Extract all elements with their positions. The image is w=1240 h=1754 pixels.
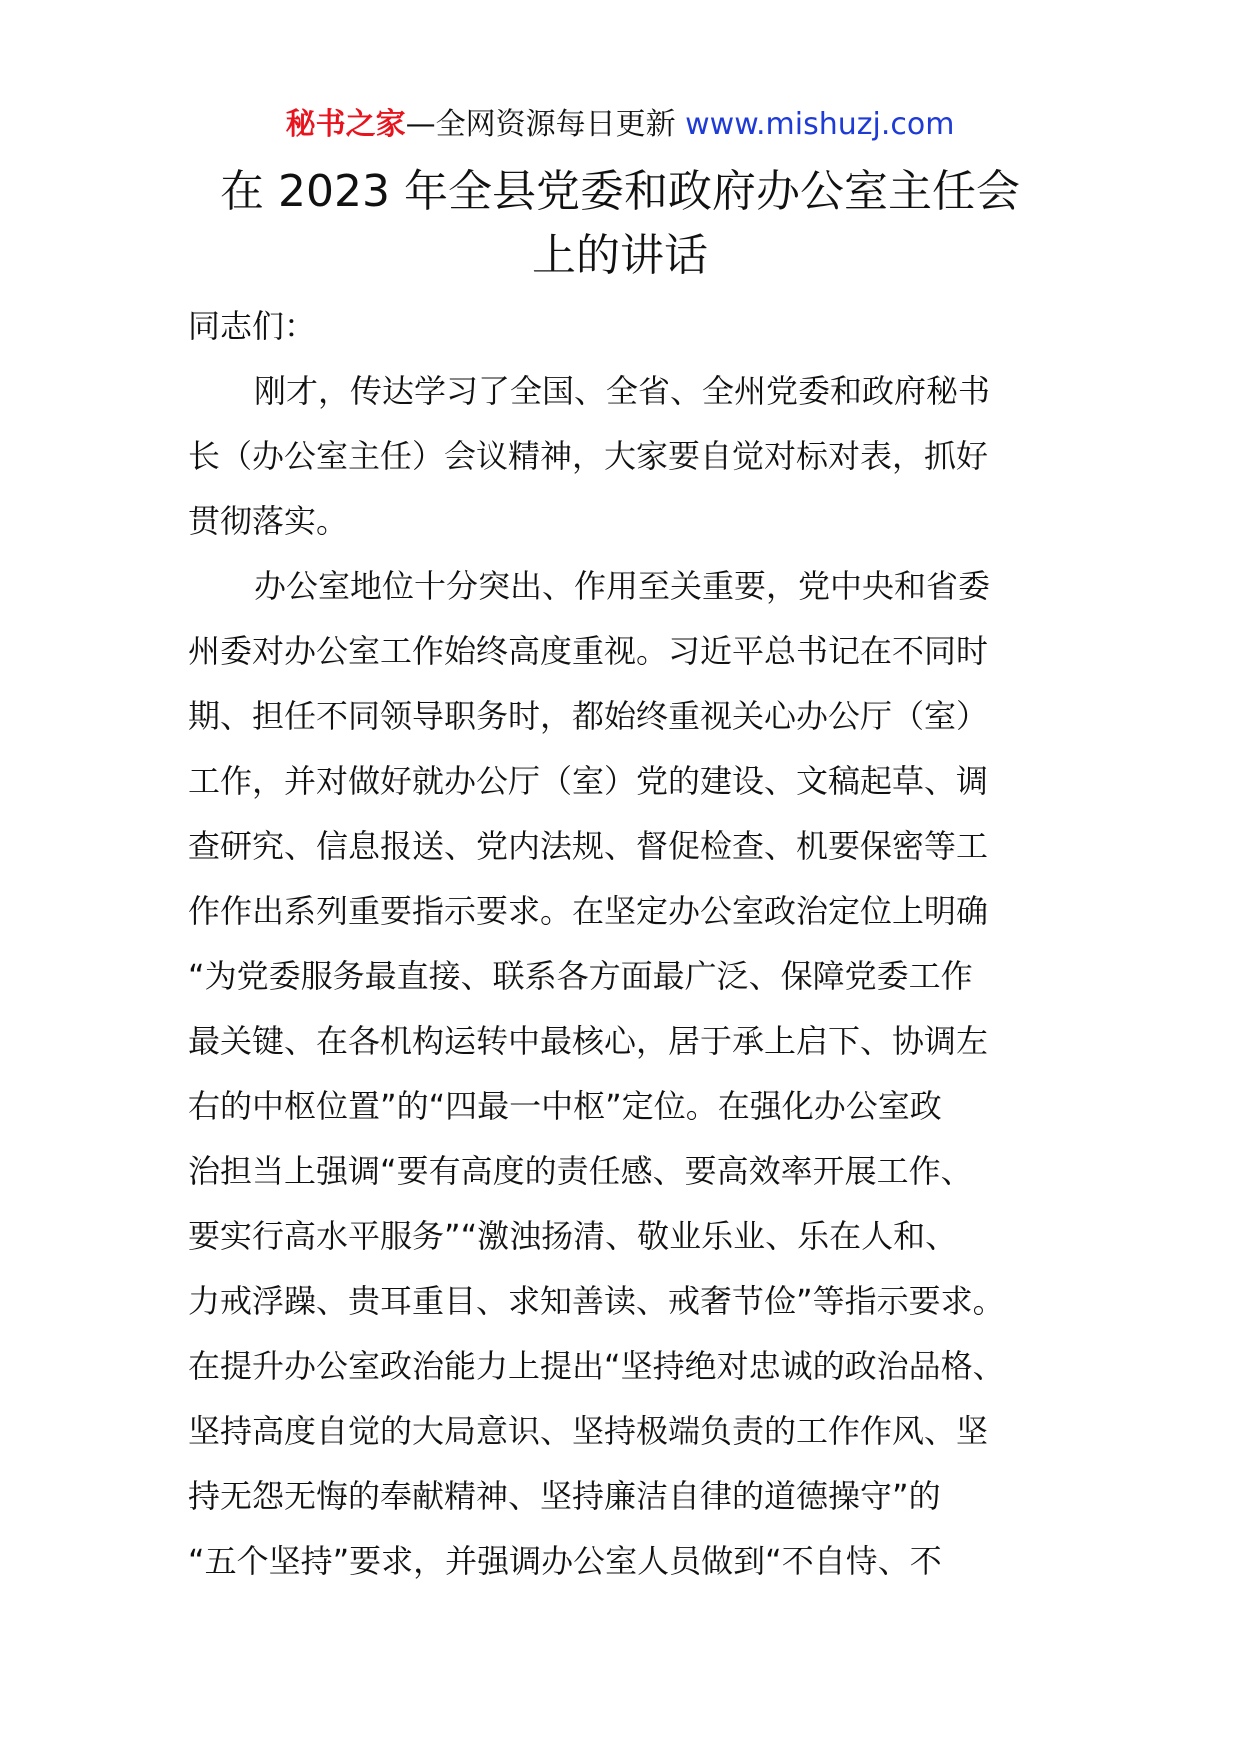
body-line: “五个坚持”要求，并强调办公室人员做到“不自恃、不: [188, 1542, 942, 1580]
title-line-2: 上的讲话: [532, 230, 708, 281]
header-slogan: —全网资源每日更新: [405, 107, 676, 142]
body-line: 长（办公室主任）会议精神，大家要自觉对标对表，抓好: [188, 437, 989, 475]
body-line: 州委对办公室工作始终高度重视。习近平总书记在不同时: [188, 632, 989, 670]
brand-name: 秘书之家: [285, 107, 406, 142]
body-line: 期、担任不同领导职务时，都始终重视关心办公厅（室）: [188, 697, 989, 735]
body-line: “为党委服务最直接、联系各方面最广泛、保障党委工作: [188, 957, 973, 995]
body-line: 刚才，传达学习了全国、全省、全州党委和政府秘书: [254, 372, 991, 410]
body-line: 要实行高水平服务”“激浊扬清、敬业乐业、乐在人和、: [188, 1217, 958, 1255]
salutation: 同志们：: [188, 307, 317, 345]
site-url[interactable]: www.mishuzj.com: [685, 107, 955, 142]
site-header: [0, 101, 1240, 149]
body-line: 坚持高度自觉的大局意识、坚持极端负责的工作作风、坚: [188, 1412, 989, 1450]
body-line: 持无怨无悔的奉献精神、坚持廉洁自律的道德操守”的: [188, 1477, 941, 1515]
body-line: 工作，并对做好就办公厅（室）党的建设、文稿起草、调: [188, 762, 989, 800]
body-line: 贯彻落实。: [188, 502, 349, 540]
body-line: 在提升办公室政治能力上提出“坚持绝对忠诚的政治品格、: [188, 1347, 1005, 1385]
title-line-1: 在 2023 年全县党委和政府办公室主任会: [220, 166, 1020, 217]
document-body: [188, 294, 1068, 1594]
body-line: 治担当上强调“要有高度的责任感、要高效率开展工作、: [188, 1152, 973, 1190]
body-line: 作作出系列重要指示要求。在坚定办公室政治定位上明确: [188, 892, 989, 930]
body-line: 办公室地位十分突出、作用至关重要，党中央和省委: [254, 567, 991, 605]
body-line: 右的中枢位置”的“四最一中枢”定位。在强化办公室政: [188, 1087, 942, 1125]
document-title: [150, 160, 1090, 288]
body-line: 最关键、在各机构运转中最核心，居于承上启下、协调左: [188, 1022, 989, 1060]
body-line: 查研究、信息报送、党内法规、督促检查、机要保密等工: [188, 827, 989, 865]
body-line: 力戒浮躁、贵耳重目、求知善读、戒奢节俭”等指示要求。: [188, 1282, 1005, 1320]
